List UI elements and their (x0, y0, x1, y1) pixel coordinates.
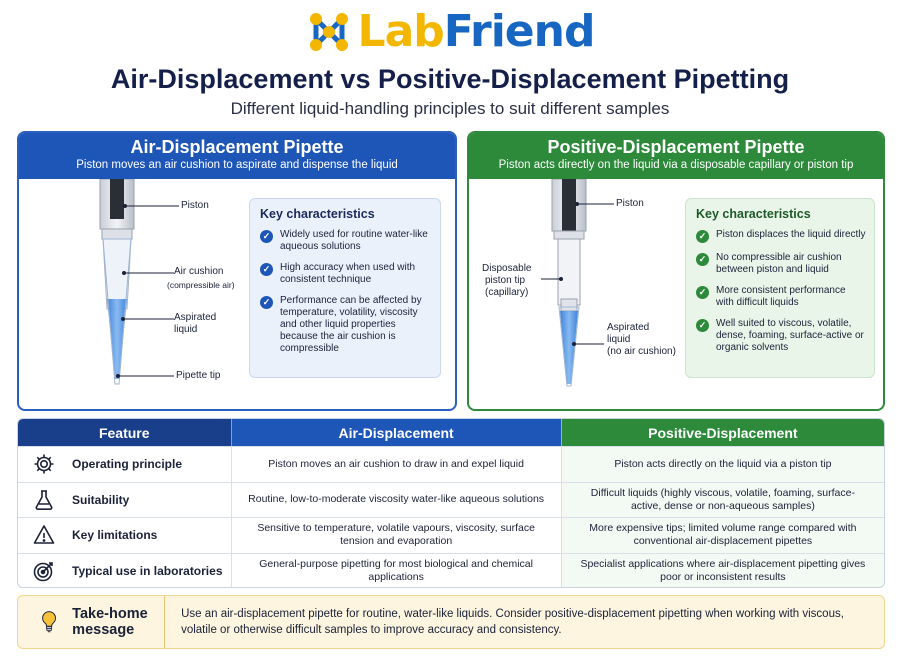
header-air: Air-Displacement (231, 419, 561, 446)
comparison-table (17, 418, 885, 588)
gear-icon (32, 452, 56, 476)
pos-label-tip-3: (capillary) (485, 287, 529, 298)
pos-kc-item (696, 229, 866, 243)
pos-panel-title: Positive-Displacement Pipette (547, 137, 805, 157)
air-kc-item (260, 229, 432, 253)
brand-name (357, 6, 595, 57)
air-label-piston: Piston (181, 200, 209, 211)
check-icon: ✓ (696, 253, 709, 266)
check-icon: ✓ (260, 263, 273, 276)
pos-key-characteristics (685, 198, 875, 378)
air-label-air-cushion-note: (compressible air) (167, 280, 235, 290)
take-home-box (17, 595, 885, 649)
air-panel-title: Air-Displacement Pipette (130, 137, 344, 157)
air-cell: Sensitive to temperature, volatile vapours, viscosity, surface tension and evaporation (231, 518, 561, 553)
take-home-text: Use an air-displacement pipette for routine, water-like liquids. Consider positive-displacement pipetting when working with viscous, volatile or otherwise difficult samples to improve accuracy and consistency. (181, 608, 844, 636)
air-panel-subtitle: Piston moves an air cushion to aspirate and dispense the liquid (76, 159, 398, 171)
page-subtitle: Different liquid-handling principles to suit different samples (230, 99, 670, 118)
air-pipette-diagram (19, 179, 249, 411)
pos-kc-title: Key characteristics (696, 207, 811, 221)
check-icon: ✓ (696, 230, 709, 243)
pos-label-tip-1: Disposable (482, 263, 532, 274)
pos-kc-item (696, 252, 866, 276)
check-icon: ✓ (260, 296, 273, 309)
air-kc-text: Performance can be affected by temperature, volatility, viscosity and other liquid properties because the air cushion is compressible (280, 295, 422, 354)
air-cell: General-purpose pipetting for most biological and chemical applications (231, 554, 561, 589)
molecule-logo-icon (306, 9, 352, 55)
air-kc-item (260, 262, 432, 286)
feature-label: Key limitations (72, 528, 158, 543)
air-key-characteristics (249, 198, 441, 378)
pos-kc-text: Well suited to viscous, volatile, dense, foaming, surface-active or organic solvents (716, 318, 864, 353)
pos-label-tip-2: piston tip (485, 275, 526, 286)
air-label-air-cushion: Air cushion (174, 266, 224, 277)
check-icon: ✓ (260, 230, 273, 243)
flask-icon (32, 488, 56, 512)
pos-kc-text: Piston displaces the liquid directly (716, 229, 866, 240)
feature-cell (18, 554, 231, 589)
pos-kc-item (696, 318, 866, 354)
air-label-tip: Pipette tip (176, 370, 221, 381)
air-kc-title: Key characteristics (260, 207, 375, 221)
feature-label: Operating principle (72, 457, 183, 472)
pos-pipette-diagram (469, 179, 685, 411)
check-icon: ✓ (696, 286, 709, 299)
pos-kc-item (696, 285, 866, 309)
take-home-title: Take-home message (72, 606, 148, 638)
pos-kc-text: No compressible air cushion between piston and liquid (716, 252, 842, 275)
feature-cell (18, 483, 231, 518)
table-row (18, 518, 884, 554)
brand-name-friend: Friend (443, 6, 595, 57)
header-feature: Feature (18, 419, 231, 446)
table-row (18, 447, 884, 483)
positive-displacement-panel (467, 131, 885, 411)
air-kc-text: High accuracy when used with consistent technique (280, 262, 416, 285)
air-cell: Piston moves an air cushion to draw in and expel liquid (231, 447, 561, 482)
feature-label: Suitability (72, 492, 130, 507)
air-kc-text: Widely used for routine water-like aqueous solutions (280, 229, 428, 252)
feature-cell (18, 447, 231, 482)
brand-name-lab: Lab (357, 6, 444, 57)
target-icon (32, 559, 56, 583)
take-home-heading (18, 596, 165, 648)
brand-logo (0, 4, 900, 60)
pos-label-aspirated: Aspirated (607, 322, 650, 333)
positive-cell: Difficult liquids (highly viscous, volatile, foaming, surface-active, dense or non-aqueous samples) (561, 483, 884, 518)
air-panel-header (19, 133, 455, 179)
feature-cell (18, 518, 231, 553)
positive-cell: Piston acts directly on the liquid via a piston tip (561, 447, 884, 482)
air-kc-item (260, 295, 432, 355)
air-displacement-panel (17, 131, 457, 411)
header-positive: Positive-Displacement (561, 419, 884, 446)
pos-panel-header (469, 133, 883, 179)
pos-label-piston: Piston (616, 198, 644, 209)
positive-cell: More expensive tips; limited volume range compared with conventional air-displacement pipettes (561, 518, 884, 553)
table-row (18, 554, 884, 589)
air-label-aspirated: Aspirated (174, 312, 217, 323)
check-icon: ✓ (696, 319, 709, 332)
positive-cell: Specialist applications where air-displacement pipetting gives poor or inconsistent results (561, 554, 884, 589)
page-title: Air-Displacement vs Positive-Displacement Pipetting (110, 64, 790, 94)
table-header-row (18, 419, 884, 447)
lightbulb-icon (40, 604, 58, 640)
feature-label: Typical use in laboratories (72, 564, 223, 579)
pos-kc-text: More consistent performance with difficult liquids (716, 285, 846, 308)
air-cell: Routine, low-to-moderate viscosity water-like aqueous solutions (231, 483, 561, 518)
pos-label-liquid: liquid (607, 334, 631, 345)
air-label-liquid: liquid (174, 324, 198, 335)
pos-label-no-air: (no air cushion) (607, 346, 676, 357)
table-row (18, 483, 884, 519)
warning-icon (32, 523, 56, 547)
pos-panel-subtitle: Piston acts directly on the liquid via a disposable capillary or piston tip (498, 159, 854, 171)
